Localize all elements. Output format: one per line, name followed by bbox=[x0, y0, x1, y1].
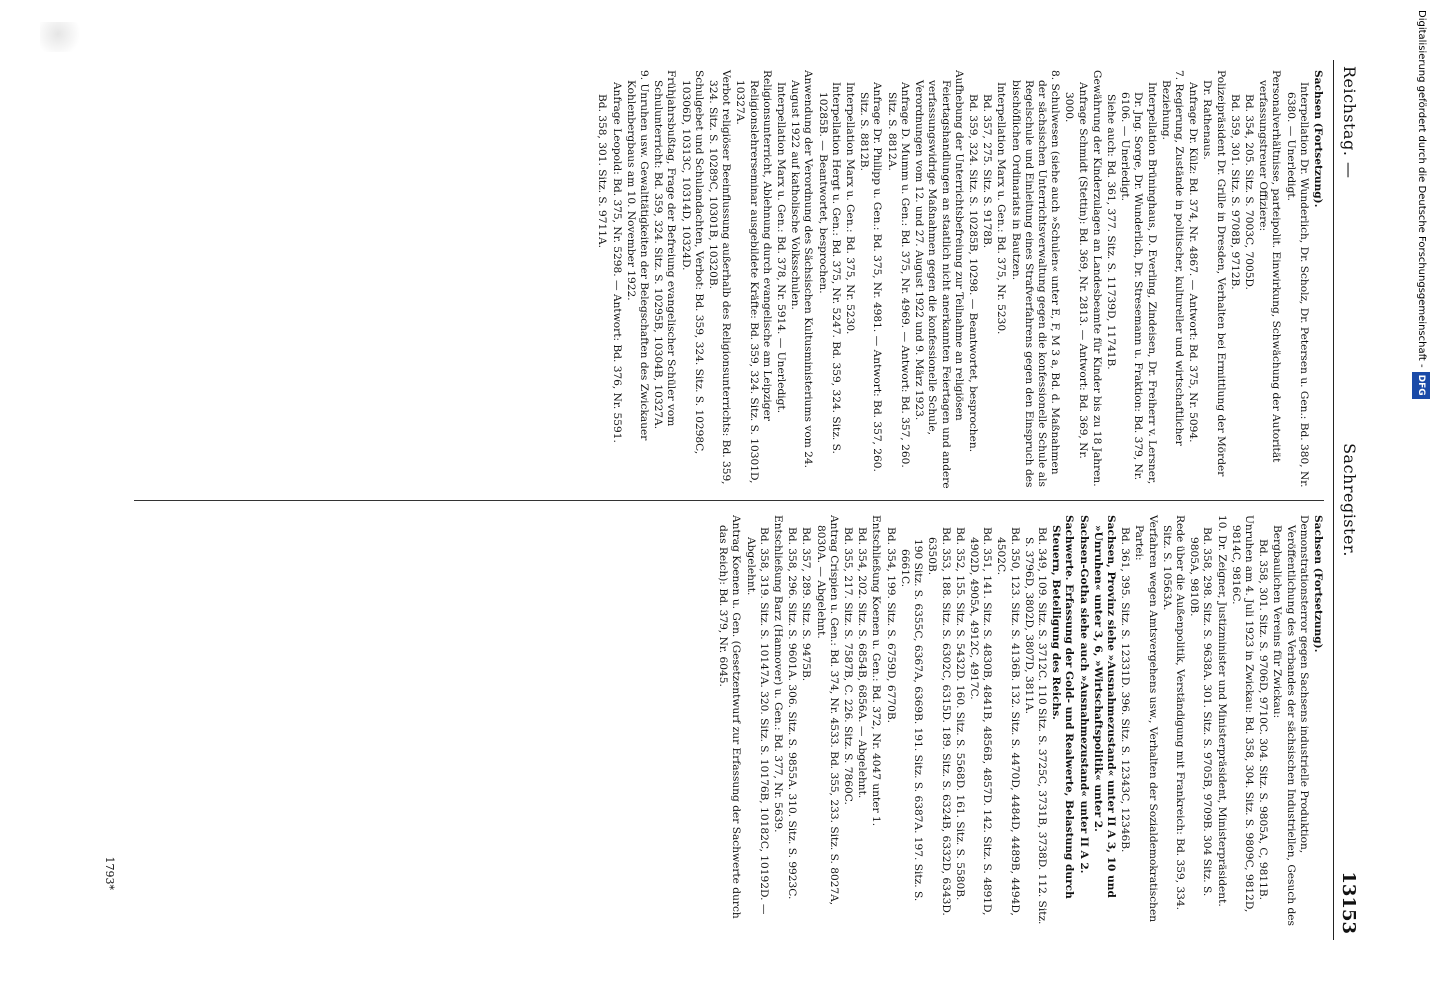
header-title: Sachregister. bbox=[1340, 443, 1359, 557]
entry: Bd. 358, 298. Sitz. S. 9638A. 301. Sitz. S. 9705B, 9709B. 304 Sitz. S. 9805A, 9810B. bbox=[1188, 527, 1214, 897]
entry: Aufhebung der Unterrichtsbefreiung zur Teilnahme an religiösen Feiertagshandlungen an staatlich nicht anerkannten Feiertagen und andere verfassungswidrige Maßnahmen gegen die konfessionelle Schule, Verordnungen vom 12. und 27. August 1922 und 9. März 1923. bbox=[913, 70, 965, 489]
entry-heading: Sachsen-Gotha siehe auch »Ausnahmezustand« unter II A 2. bbox=[1077, 515, 1090, 874]
entry: Bd. 355, 217. Sitz. S. 7587B, C. 226. Sitz. S. 7860C. bbox=[842, 527, 855, 805]
entry: Bd. 358, 319. Sitz. S. 10147A. 320. Sitz. S. 10176B, 10182C, 10192D. — Abgelehnt. bbox=[744, 527, 770, 915]
entry-heading: Sachwerte. Erfassung der Gold- und Realwerte, Belastung durch Steuern, Beteiligung des Reichs. bbox=[1050, 515, 1076, 899]
entry-heading: Sachsen, Provinz siehe »Ausnahmezustand« unter II A 3, 10 und »Unruhen« unter 3, 6, »Wirtschaftspolitik« unter 2. bbox=[1091, 515, 1117, 898]
entry: Religionsunterricht, Ablehnung durch evangelische am Leipziger Religionslehrerseminar ausgebildete Kräfte: Bd. 359, 324. Sitz. S. 10301D, 10327A. bbox=[734, 70, 773, 484]
entry: Bd. 358, 301. Sitz. S. 9706D, 9710C. 304. Sitz. S. 9805A, C, 9811B. bbox=[1257, 539, 1270, 900]
entry: Interpellation Marx u. Gen.: Bd. 375, Nr. 5230. bbox=[995, 82, 1008, 335]
entry: Bd. 350, 123. Sitz. S. 4136B. 132. Sitz. S. 4470D, 4484D, 4489B, 4494D, 4502C. bbox=[995, 527, 1021, 916]
entry: Gewährung der Kinderzulagen an Landesbeamte für Kinder bis zu 18 Jahren. bbox=[1090, 70, 1103, 487]
entry: Personalverhältnisse, parteipolit. Einwirkung, Schwächung der Autorität verfassungstreuer Offiziere: bbox=[1257, 70, 1283, 463]
entry: Entschließung Barz (Hannover) u. Gen.: Bd. 377, Nr. 5639. bbox=[772, 515, 785, 833]
entry: Bd. 359, 301. Sitz. S. 9708B, 9712B. bbox=[1228, 94, 1241, 290]
entry: Unruhen am 4. Juli 1923 in Zwickau: Bd. 358, 304. Sitz. S. 9809C, 9812D, 9814C, 9816C. bbox=[1229, 515, 1255, 913]
entry: Anfrage Schmidt (Stettin): Bd. 369, Nr. 2813. — Antwort: Bd. 369, Nr. 3000. bbox=[1063, 82, 1089, 459]
digitization-credit bbox=[1412, 10, 1430, 570]
entry: Frühjahrsbußtag, Frage der Befreiung evangelischer Schüler vom Schulunterricht: Bd. 359, 324. Sitz. S. 10295B, 10304B, 10327A. bbox=[652, 70, 678, 430]
entry: Anfrage Dr. Philipp u. Gen.: Bd. 375, Nr. 4981. — Antwort: Bd. 357, 260. Sitz. S. 8812B. bbox=[858, 82, 884, 472]
entry: Anfrage Dr. Külz: Bd. 374, Nr. 4867. — Antwort: Bd. 375, Nr. 5094. bbox=[1187, 82, 1200, 443]
page-header bbox=[1333, 60, 1364, 940]
entry: Polizeipräsident Dr. Grille in Dresden, Verhalten bei Ermittlung der Mörder Dr. Rathenaus. bbox=[1201, 70, 1227, 477]
entry: 190 Sitz. S. 6355C, 6367A, 6369B. 191. Sitz. S. 6387A. 197. Sitz. S. 6661C. bbox=[898, 539, 925, 902]
credit-text-wrap bbox=[1412, 10, 1430, 570]
entry: Bd. 353, 188. Sitz. S. 6302C, 6315D. 189. Sitz. S. 6324B, 6332D, 6343D. 6350B. bbox=[926, 527, 952, 916]
right-column bbox=[134, 515, 1324, 935]
page-footer-mark: 1793* bbox=[103, 856, 116, 890]
entry: Bd. 359, 324. Sitz. S. 10285B, 10298. — Beantwortet, besprochen. bbox=[966, 94, 979, 453]
entry: Interpellation Dr. Wunderlich, Dr. Scholz, Dr. Petersen u. Gen.: Bd. 380, Nr. 6380. — Unerledigt. bbox=[1284, 82, 1310, 488]
entry: 7. Regierung, Zustände in politischer, kultureller und wirtschaftlicher Beziehung. bbox=[1159, 70, 1185, 446]
entry: Schulgebet und Schulandachten, Verbot: Bd. 359, 324. Sitz. S. 10298C, 10306D, 10313C, 10314D, 10324D. bbox=[679, 70, 705, 455]
entry: Bd. 354, 202. Sitz. S. 6854B, 6856A. — Abgelehnt. bbox=[856, 527, 869, 799]
entry: Bd. 358, 296. Sitz. S. 9601A. 306. Sitz. S. 9855A. 310. Sitz. S. 9923C. bbox=[786, 527, 799, 900]
entry: 10. Dr. Zeigner, Justizminister und Ministerpräsident, Ministerpräsident. bbox=[1215, 515, 1228, 907]
entry: Anfrage D. Mumm u. Gen.: Bd. 375, Nr. 4969. — Antwort: Bd. 357, 260. Sitz. S. 8812A. bbox=[885, 82, 911, 468]
entry: Anfrage Leopold: Bd. 375, Nr. 5298. — Antwort: Bd. 376, Nr. 5591. bbox=[610, 82, 623, 443]
entry: Bd. 352, 155. Sitz. S. 5432D. 160. Sitz. S. 5568D. 161. Sitz. S. 5580B. bbox=[953, 527, 966, 901]
entry: Bd. 354, 205. Sitz. S. 7003C, 7005D. bbox=[1242, 94, 1255, 290]
entry: Interpellation Hergt u. Gen.: Bd. 375, Nr. 5247. Bd. 359, 324. Sitz. S. 10285B. — Beantwortet, besprochen. bbox=[816, 82, 842, 454]
entry: Anwendung der Verordnung des Sächsischen Kultusministeriums vom 24. August 1922 auf katholische Volksschulen. bbox=[789, 70, 815, 468]
entry: Bd. 351, 141. Sitz. S. 4830B, 4841B, 4856B, 4857D. 142. Sitz. S. 4891D, 4902D, 4905A, 4912C, 4917C. bbox=[967, 527, 994, 916]
entry-heading: Sachsen (Fortsetzung). bbox=[1312, 70, 1324, 208]
column-divider bbox=[134, 500, 1324, 501]
entry: Interpellation Marx u. Gen.: Bd. 375, Nr. 5230. bbox=[844, 82, 857, 335]
header-left: Reichstag. — bbox=[1340, 66, 1359, 179]
entry: Entschließung Koenen u. Gen.: Bd. 372, Nr. 4047 unter 1. bbox=[870, 515, 883, 827]
page-number: 13153 bbox=[1338, 871, 1359, 934]
entry: Siehe auch: Bd. 361, 377. Sitz. S. 11739D, 11741B. bbox=[1104, 94, 1117, 370]
left-column bbox=[134, 70, 1324, 490]
entry: Bd. 354, 199. Sitz. S. 6759D, 6770B. bbox=[884, 527, 897, 723]
entry: Antrag Crispien u. Gen.: Bd. 374, Nr. 4533. Bd. 355, 233. Sitz. S. 8027A, 8030A. — Abgelehnt. bbox=[814, 515, 840, 906]
entry: Verfahren wegen Amtsvergehens usw., Verhalten der Sozialdemokratischen Partei: bbox=[1133, 515, 1159, 923]
entry: 8. Schulwesen (siehe auch »Schulen« unter E, F, M 3 a, Bd. d. Maßnahmen der sächsischen Unterrichtsverwaltung gegen die konfessionelle Schule als Regelschule und Einleitung eines Strafverfahrens gegen den Einspruch des bischöflichen Ordinariats in Bautzen. bbox=[1009, 70, 1062, 488]
entry: Bd. 358, 301. Sitz. S. 9711A. bbox=[596, 94, 609, 249]
entry: Bd. 357, 275. Sitz. S. 9178B. bbox=[981, 94, 994, 249]
entry: Rede über die Außenpolitik, Verständigung mit Frankreich: Bd. 359, 334. Sitz. S. 10563A. bbox=[1160, 515, 1186, 911]
entry: 9. Unruhen usw. Gewalttätigkeiten der Belegschaften des Zwickauer Kohlenbergbaus am 10. November 1922. bbox=[624, 70, 651, 441]
entry: Demonstrationsterror gegen Sachsens industrielle Produktion, Veröffentlichung des Verbandes der sächsischen Industriellen, Gesuch des Bergbaulichen Vereins für Zwickau: bbox=[1271, 515, 1310, 926]
entry: Bd. 357, 289. Sitz. S. 9475B. bbox=[800, 527, 813, 682]
entry: Interpellation Marx u. Gen.: Bd. 378, Nr. 5914. — Unerledigt. bbox=[775, 82, 788, 414]
dfg-logo: DFG bbox=[1412, 372, 1430, 399]
entry: Verbot religiöser Beeinflussung außerhalb des Religionsunterrichts: Bd. 359, 324. Sitz. S. 10289C, 10301B, 10320B. bbox=[707, 70, 733, 485]
entry: Interpellation Brüninghaus, D. Everling, Zindeisen, Dr. Freiherr v. Lersner, Dr. Jng. Sorge, Dr. Wunderlich, Dr. Stresemann u. Fraktion: Bd. 379, Nr. 6106. — Unerledigt. bbox=[1119, 82, 1158, 485]
entry-heading: Sachsen (Fortsetzung). bbox=[1312, 515, 1324, 653]
credit-text: Digitalisierung gefördert durch die Deutsche Forschungsgemeinschaft - bbox=[1416, 10, 1427, 368]
entry: Antrag Koenen u. Gen. (Gesetzentwurf zur Erfassung der Sachwerte durch das Reich): Bd. 379, Nr. 6045. bbox=[717, 515, 743, 919]
entry: Bd. 361, 395. Sitz. S. 12331D. 396. Sitz. S. 12343C, 12346B. bbox=[1119, 527, 1132, 853]
entry: Bd. 349, 109. Sitz. S. 3712C. 110 Sitz. S. 3725C, 3731B, 3738D. 112. Sitz. S. 3796D, 3802D, 3807D, 3811A. bbox=[1022, 527, 1048, 925]
